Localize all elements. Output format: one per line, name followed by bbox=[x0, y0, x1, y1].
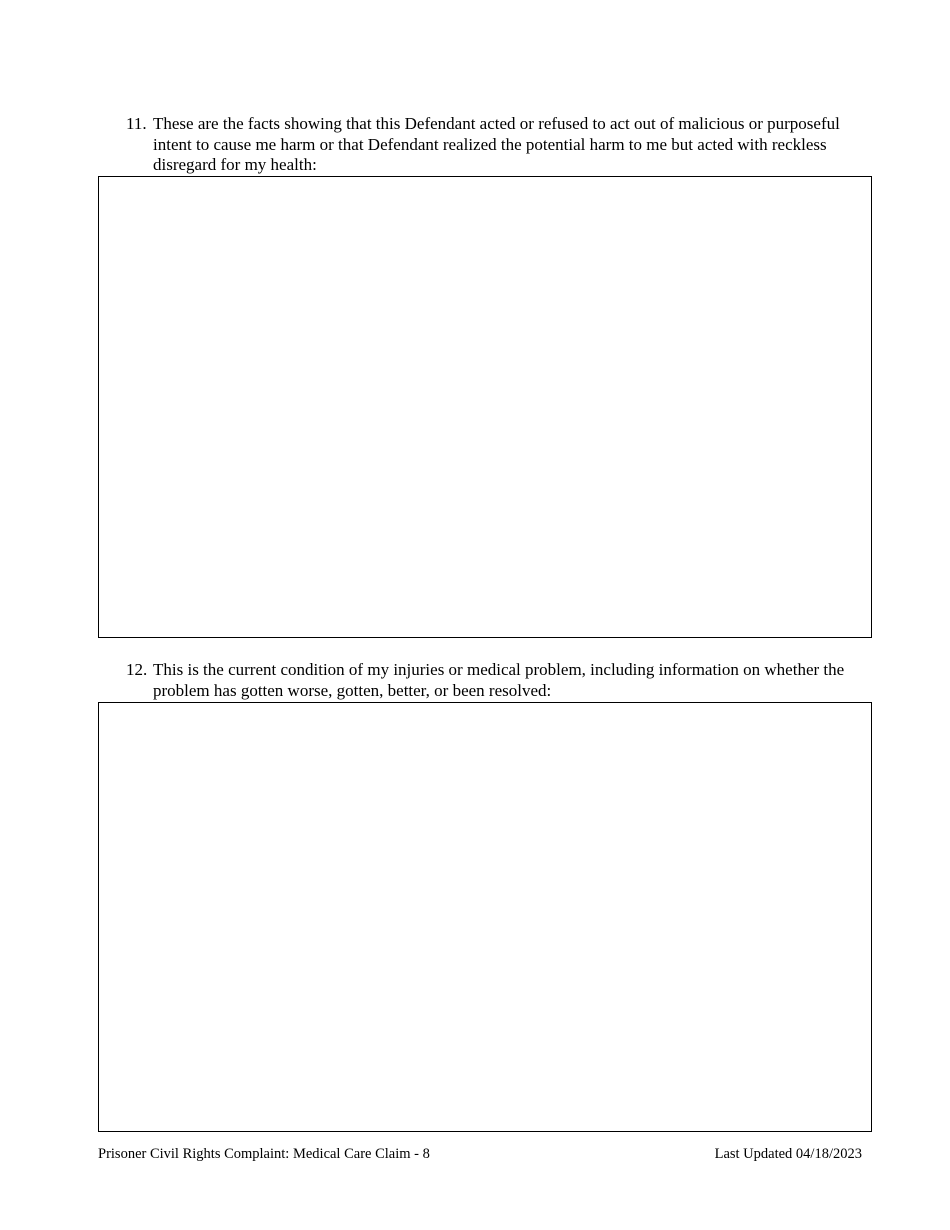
question-12-answer-field[interactable] bbox=[98, 702, 872, 1132]
question-11-number: 11. bbox=[126, 114, 147, 133]
question-12-number: 12. bbox=[126, 660, 148, 679]
question-12-text: This is the current condition of my injuries or medical problem, including information on whether the problem has gotten worse, gotten, better, or been resolved: bbox=[153, 660, 845, 700]
footer-form-title: Prisoner Civil Rights Complaint: Medical Care Claim - 8 bbox=[98, 1146, 430, 1162]
footer-last-updated: Last Updated 04/18/2023 bbox=[714, 1146, 862, 1162]
question-11-text: These are the facts showing that this Defendant acted or refused to act out of malicious or purposeful intent to cause me harm or that Defendant realized the potential harm to me but acted with reckless disregard for my health: bbox=[153, 114, 840, 174]
question-12 bbox=[126, 660, 846, 701]
question-11-answer-field[interactable] bbox=[98, 176, 872, 638]
question-11 bbox=[126, 114, 846, 176]
